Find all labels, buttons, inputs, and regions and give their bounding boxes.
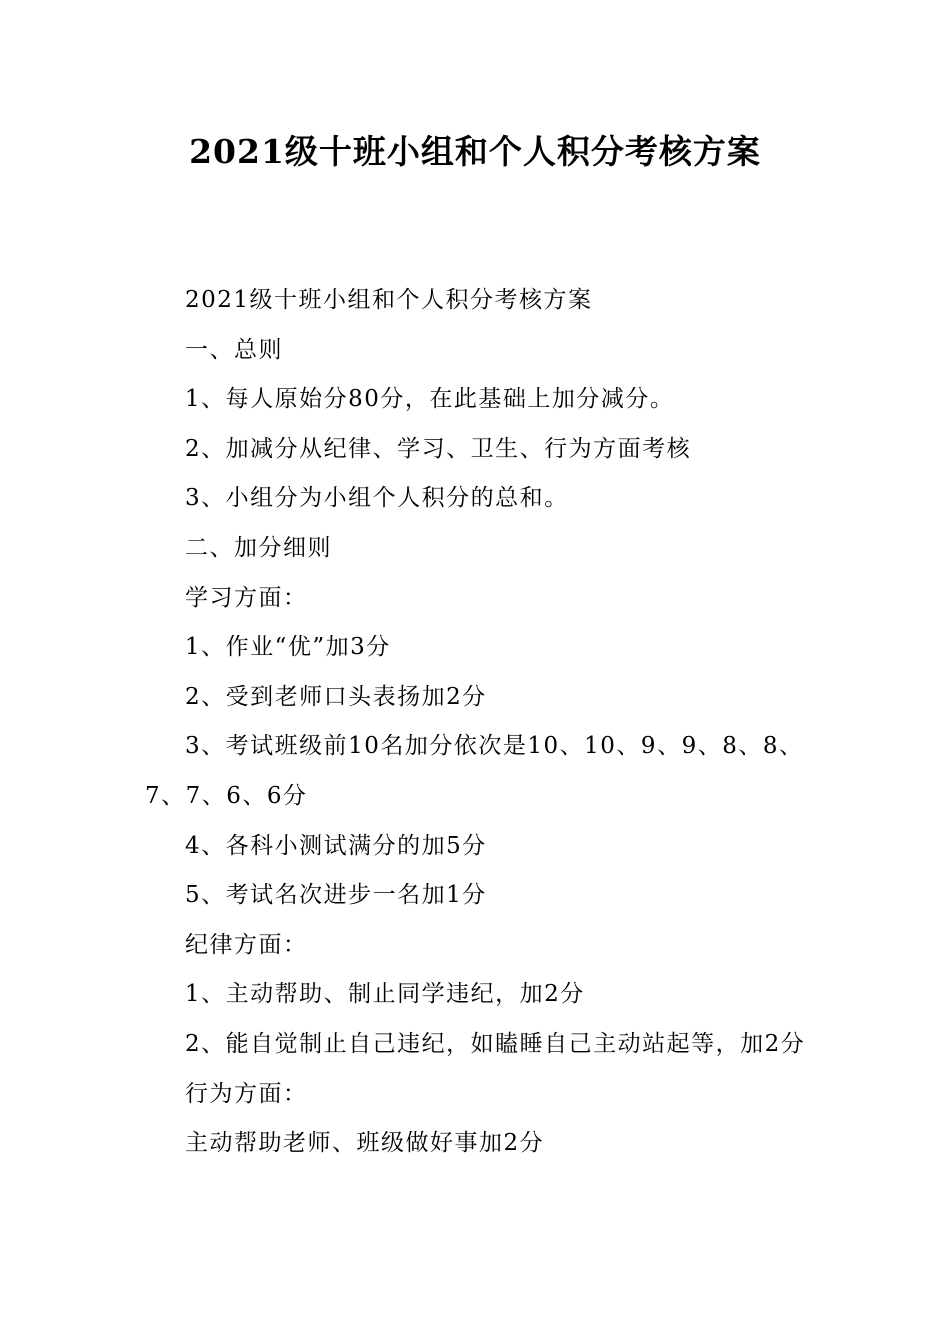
subsection-study: 学习方面：: [185, 584, 308, 611]
study-item-1: 1、作业“优”加3分: [185, 634, 391, 661]
discipline-item-2: 2、能自觉制止自己违纪，如瞌睡自己主动站起等，加2分: [185, 1030, 806, 1057]
subsection-behavior: 行为方面：: [185, 1080, 308, 1107]
behavior-item-1: 主动帮助老师、班级做好事加2分: [185, 1130, 545, 1157]
study-item-2: 2、受到老师口头表扬加2分: [185, 683, 487, 710]
general-item-2: 2、加减分从纪律、学习、卫生、行为方面考核: [185, 435, 692, 462]
document-body: [145, 276, 825, 1169]
document-title: 2021级十班小组和个人积分考核方案: [189, 132, 761, 171]
discipline-item-1: 1、主动帮助、制止同学违纪，加2分: [185, 981, 585, 1008]
study-item-5: 5、考试名次进步一名加1分: [185, 882, 487, 909]
study-item-4: 4、各科小测试满分的加5分: [185, 832, 487, 859]
paragraph-heading-repeat: 2021级十班小组和个人积分考核方案: [185, 287, 593, 313]
general-item-3: 3、小组分为小组个人积分的总和。: [185, 485, 569, 512]
section-general: 一、总则: [185, 336, 283, 363]
study-item-3: 3、考试班级前10名加分依次是10、10、9、9、8、8、7、7、6、6分: [145, 733, 804, 809]
subsection-discipline: 纪律方面：: [185, 931, 308, 958]
section-bonus-rules: 二、加分细则: [185, 534, 332, 561]
general-item-1: 1、每人原始分80分，在此基础上加分减分。: [185, 386, 675, 413]
